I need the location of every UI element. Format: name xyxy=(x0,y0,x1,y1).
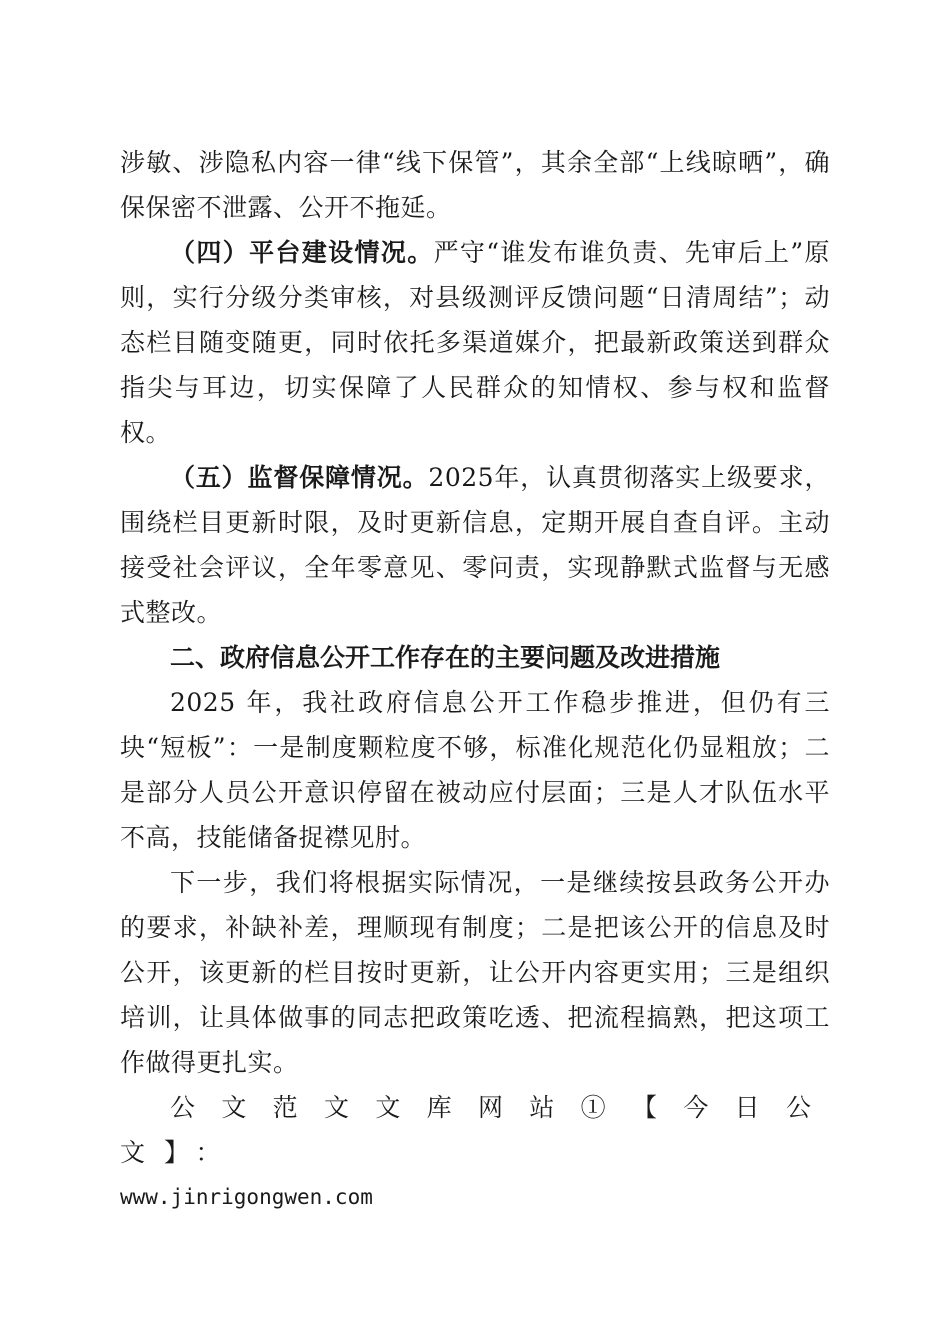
paragraph-privacy: 涉敏、涉隐私内容一律“线下保管”，其余全部“上线晾晒”，确保保密不泄露、公开不拖延。 xyxy=(120,148,830,222)
paragraph-platform xyxy=(120,230,830,455)
paragraph-platform-body: 严守“谁发布谁负责、先审后上”原则，实行分级分类审核，对县级测评反馈问题“日清周结”；动态栏目随变随更，同时依托多渠道媒介，把最新政策送到群众指尖与耳边，切实保障了人民群众的知情权、参与权和监督权。 xyxy=(120,238,830,447)
paragraph-next-steps: 下一步，我们将根据实际情况，一是继续按县政务公开办的要求，补缺补差，理顺现有制度；二是把该公开的信息及时公开，该更新的栏目按时更新，让公开内容更实用；三是组织培训，让具体做事的同志把政策吃透、把流程搞熟，把这项工作做得更扎实。 xyxy=(120,868,830,1077)
footer-site-line: 公文范文文库网站①【今日公文】： xyxy=(120,1093,830,1167)
paragraph-supervision xyxy=(120,455,830,635)
document-body xyxy=(120,140,830,1220)
section-heading: 二、政府信息公开工作存在的主要问题及改进措施 xyxy=(170,643,721,672)
paragraph-supervision-heading: （五）监督保障情况。 xyxy=(170,463,429,492)
paragraph-supervision-body: 2025年，认真贯彻落实上级要求，围绕栏目更新时限，及时更新信息，定期开展自查自评。主动接受社会评议，全年零意见、零问责，实现静默式监督与无感式整改。 xyxy=(120,463,830,627)
footer-site-url[interactable]: www.jinrigongwen.com xyxy=(120,1185,373,1209)
paragraph-platform-heading: （四）平台建设情况。 xyxy=(170,238,434,267)
paragraph-problems: 2025 年，我社政府信息公开工作稳步推进，但仍有三块“短板”：一是制度颗粒度不够，标准化规范化仍显粗放；二是部分人员公开意识停留在被动应付层面；三是人才队伍水平不高，技能储备捉襟见肘。 xyxy=(120,688,830,852)
